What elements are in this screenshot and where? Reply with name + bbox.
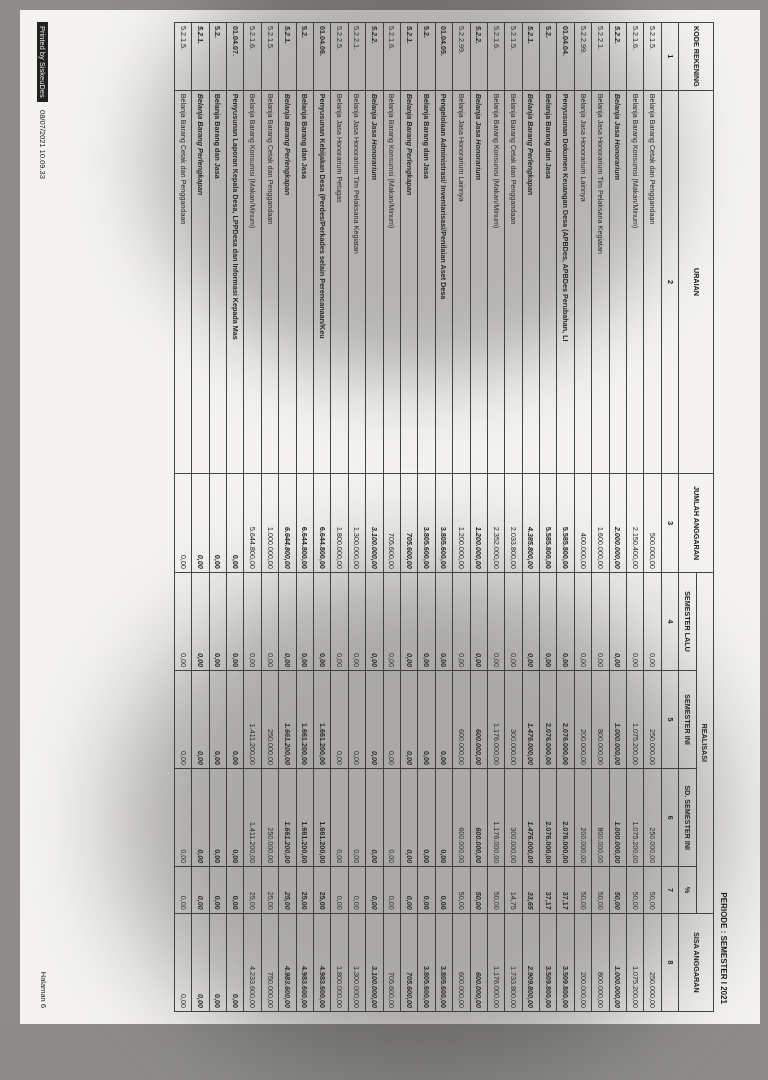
table-row — [314, 23, 331, 1012]
persen-cell: 50,00 — [644, 867, 661, 913]
anggaran-cell: 0,00 — [227, 474, 244, 573]
kode-cell: 5.2.2.5. — [331, 23, 348, 91]
kode-cell: 5.2.2.99. — [574, 23, 591, 91]
table-row — [209, 23, 226, 1012]
persen-cell: 14,75 — [505, 867, 522, 913]
kode-cell: 5.2.1.6. — [627, 23, 644, 91]
table-row — [557, 23, 574, 1012]
sisa-anggaran-cell: 4.983.600,00 — [296, 913, 313, 1011]
semester-ini-cell: 250.000,00 — [261, 671, 278, 769]
anggaran-cell: 0,00 — [174, 474, 191, 573]
anggaran-cell: 3.805.600,00 — [435, 474, 452, 573]
sd-semester-ini-cell: 1.075.200,00 — [627, 769, 644, 867]
semester-lalu-cell: 0,00 — [505, 572, 522, 670]
sisa-anggaran-cell: 1.176.000,00 — [487, 913, 504, 1011]
persen-cell: 0,00 — [383, 867, 400, 913]
anggaran-cell: 2.000.000,00 — [609, 474, 626, 573]
uraian-cell: Belanja Barang Perlengkapan — [400, 90, 417, 474]
sd-semester-ini-cell: 250.000,00 — [261, 769, 278, 867]
col-number: 2 — [661, 90, 678, 474]
kode-cell: 5.2.2.1. — [592, 23, 609, 91]
semester-ini-cell: 800.000,00 — [592, 671, 609, 769]
sisa-anggaran-cell: 4.983.600,00 — [279, 913, 296, 1011]
semester-ini-cell: 0,00 — [400, 671, 417, 769]
semester-ini-cell: 200.000,00 — [574, 671, 591, 769]
table-row — [366, 23, 383, 1012]
semester-lalu-cell: 0,00 — [348, 572, 365, 670]
semester-ini-cell: 1.411.200,00 — [244, 671, 261, 769]
sisa-anggaran-cell: 2.909.800,00 — [522, 913, 539, 1011]
sd-semester-ini-cell: 0,00 — [174, 769, 191, 867]
sd-semester-ini-cell: 0,00 — [400, 769, 417, 867]
kode-cell: 5.2.1.5. — [261, 23, 278, 91]
uraian-cell: Belanja Barang Cetak dan Penggandaan — [174, 90, 191, 474]
header-sisa: SISA ANGGARAN — [679, 913, 714, 1011]
semester-lalu-cell: 0,00 — [522, 572, 539, 670]
sd-semester-ini-cell: 600.000,00 — [453, 769, 470, 867]
semester-ini-cell: 300.000,00 — [505, 671, 522, 769]
persen-cell: 25,00 — [244, 867, 261, 913]
sisa-anggaran-cell: 0,00 — [227, 913, 244, 1011]
sd-semester-ini-cell: 0,00 — [227, 769, 244, 867]
anggaran-cell: 0,00 — [192, 474, 209, 573]
uraian-cell: Belanja Jasa Honorarium Lainnya — [453, 90, 470, 474]
table-row — [592, 23, 609, 1012]
table-row — [487, 23, 504, 1012]
sisa-anggaran-cell: 1.300.000,00 — [348, 913, 365, 1011]
semester-lalu-cell: 0,00 — [244, 572, 261, 670]
semester-ini-cell: 1.176.000,00 — [487, 671, 504, 769]
semester-lalu-cell: 0,00 — [418, 572, 435, 670]
kode-cell: 5.2.2. — [470, 23, 487, 91]
anggaran-cell: 5.585.800,00 — [540, 474, 557, 573]
semester-ini-cell: 2.076.000,00 — [540, 671, 557, 769]
kode-cell: 5.2.2.1. — [348, 23, 365, 91]
sisa-anggaran-cell: 200.000,00 — [574, 913, 591, 1011]
semester-lalu-cell: 0,00 — [435, 572, 452, 670]
semester-ini-cell: 250.000,00 — [644, 671, 661, 769]
semester-lalu-cell: 0,00 — [314, 572, 331, 670]
semester-ini-cell: 0,00 — [227, 671, 244, 769]
semester-lalu-cell: 0,00 — [540, 572, 557, 670]
kode-cell: 5.2.1.5. — [505, 23, 522, 91]
persen-cell: 50,00 — [453, 867, 470, 913]
semester-ini-cell: 0,00 — [174, 671, 191, 769]
anggaran-cell: 705.600,00 — [383, 474, 400, 573]
table-row — [453, 23, 470, 1012]
print-info — [37, 22, 48, 179]
anggaran-cell: 1.300.000,00 — [348, 474, 365, 573]
semester-lalu-cell: 0,00 — [331, 572, 348, 670]
semester-ini-cell: 0,00 — [366, 671, 383, 769]
col-number: 5 — [661, 671, 678, 769]
anggaran-cell: 500.000,00 — [644, 474, 661, 573]
budget-realization-table — [174, 22, 714, 1012]
persen-cell: 37,17 — [557, 867, 574, 913]
sd-semester-ini-cell: 0,00 — [366, 769, 383, 867]
kode-cell: 01.04.07. — [227, 23, 244, 91]
semester-ini-cell: 0,00 — [348, 671, 365, 769]
semester-lalu-cell: 0,00 — [627, 572, 644, 670]
anggaran-cell: 3.805.600,00 — [418, 474, 435, 573]
semester-ini-cell: 600.000,00 — [470, 671, 487, 769]
sisa-anggaran-cell: 3.509.800,00 — [557, 913, 574, 1011]
semester-lalu-cell: 0,00 — [453, 572, 470, 670]
anggaran-cell: 1.000.000,00 — [261, 474, 278, 573]
sisa-anggaran-cell: 3.509.800,00 — [540, 913, 557, 1011]
sd-semester-ini-cell: 250.000,00 — [644, 769, 661, 867]
sd-semester-ini-cell: 0,00 — [418, 769, 435, 867]
kode-cell: 5.2.2.99. — [453, 23, 470, 91]
persen-cell: 0,00 — [192, 867, 209, 913]
anggaran-cell: 2.352.000,00 — [487, 474, 504, 573]
table-row — [348, 23, 365, 1012]
uraian-cell: Belanja Barang Perlengkapan — [192, 90, 209, 474]
semester-lalu-cell: 0,00 — [574, 572, 591, 670]
anggaran-cell: 1.600.000,00 — [592, 474, 609, 573]
anggaran-cell: 6.644.800,00 — [296, 474, 313, 573]
uraian-cell: Belanja Barang Konsumsi (Makan/Minum) — [383, 90, 400, 474]
table-row — [435, 23, 452, 1012]
uraian-cell: Belanja Barang Perlengkapan — [522, 90, 539, 474]
anggaran-cell: 3.100.000,00 — [366, 474, 383, 573]
table-row — [174, 23, 191, 1012]
header-uraian: URAIAN — [679, 90, 714, 474]
sd-semester-ini-cell: 200.000,00 — [574, 769, 591, 867]
sisa-anggaran-cell: 4.983.600,00 — [314, 913, 331, 1011]
sd-semester-ini-cell: 0,00 — [209, 769, 226, 867]
sisa-anggaran-cell: 1.000.000,00 — [609, 913, 626, 1011]
uraian-cell: Belanja Jasa Honorarium Tim Pelaksana Kegiatan — [592, 90, 609, 474]
anggaran-cell: 2.033.800,00 — [505, 474, 522, 573]
anggaran-cell: 2.150.400,00 — [627, 474, 644, 573]
sd-semester-ini-cell: 800.000,00 — [592, 769, 609, 867]
persen-cell: 33,65 — [522, 867, 539, 913]
kode-cell: 5.2. — [418, 23, 435, 91]
header-anggaran: JUMLAH ANGGARAN — [679, 474, 714, 573]
kode-cell: 01.04.05. — [435, 23, 452, 91]
semester-ini-cell: 2.076.000,00 — [557, 671, 574, 769]
anggaran-cell: 5.585.800,00 — [557, 474, 574, 573]
persen-cell: 0,00 — [331, 867, 348, 913]
table-row — [279, 23, 296, 1012]
uraian-cell: Belanja Barang Cetak dan Penggandaan — [261, 90, 278, 474]
kode-cell: 5.2.1.5. — [174, 23, 191, 91]
header-sem-ini: SEMESTER INI — [679, 671, 696, 769]
anggaran-cell: 6.644.800,00 — [314, 474, 331, 573]
uraian-cell: Belanja Jasa Honorarium — [609, 90, 626, 474]
anggaran-cell: 0,00 — [209, 474, 226, 573]
uraian-cell: Belanja Jasa Honorarium Petugas — [331, 90, 348, 474]
sd-semester-ini-cell: 600.000,00 — [470, 769, 487, 867]
sisa-anggaran-cell: 3.100.000,00 — [366, 913, 383, 1011]
semester-ini-cell: 0,00 — [192, 671, 209, 769]
sisa-anggaran-cell: 705.600,00 — [400, 913, 417, 1011]
persen-cell: 0,00 — [348, 867, 365, 913]
col-number: 1 — [661, 23, 678, 91]
semester-ini-cell: 0,00 — [331, 671, 348, 769]
anggaran-cell: 705.600,00 — [400, 474, 417, 573]
semester-lalu-cell: 0,00 — [592, 572, 609, 670]
semester-lalu-cell: 0,00 — [279, 572, 296, 670]
semester-ini-cell: 0,00 — [209, 671, 226, 769]
sd-semester-ini-cell: 0,00 — [348, 769, 365, 867]
uraian-cell: Belanja Barang Konsumsi (Makan/Minum) — [627, 90, 644, 474]
semester-lalu-cell: 0,00 — [296, 572, 313, 670]
kode-cell: 5.2.2. — [366, 23, 383, 91]
sd-semester-ini-cell: 1.661.200,00 — [314, 769, 331, 867]
table-row — [418, 23, 435, 1012]
uraian-cell: Belanja Barang Konsumsi (Makan/Minum) — [487, 90, 504, 474]
semester-ini-cell: 1.000.000,00 — [609, 671, 626, 769]
sd-semester-ini-cell: 2.076.000,00 — [540, 769, 557, 867]
table-row — [627, 23, 644, 1012]
semester-lalu-cell: 0,00 — [609, 572, 626, 670]
printed-at: 08/07/2021 10.09.33 — [38, 110, 47, 179]
persen-cell: 25,00 — [261, 867, 278, 913]
kode-cell: 5.2.1. — [522, 23, 539, 91]
uraian-cell: Belanja Barang Cetak dan Penggandaan — [505, 90, 522, 474]
semester-ini-cell: 0,00 — [435, 671, 452, 769]
anggaran-cell: 1.800.000,00 — [331, 474, 348, 573]
kode-cell: 5.2. — [296, 23, 313, 91]
sisa-anggaran-cell: 1.800.000,00 — [331, 913, 348, 1011]
kode-cell: 5.2.2. — [609, 23, 626, 91]
printed-by-label: Printed by SiskeuDes — [37, 22, 48, 102]
semester-lalu-cell: 0,00 — [209, 572, 226, 670]
semester-ini-cell: 1.661.200,00 — [279, 671, 296, 769]
sisa-anggaran-cell: 3.805.600,00 — [418, 913, 435, 1011]
col-number: 4 — [661, 572, 678, 670]
header-sd-sem-ini: SD. SEMESTER INI — [679, 769, 696, 867]
semester-ini-cell: 1.075.200,00 — [627, 671, 644, 769]
table-row — [192, 23, 209, 1012]
semester-lalu-cell: 0,00 — [557, 572, 574, 670]
kode-cell: 01.04.04. — [557, 23, 574, 91]
sd-semester-ini-cell: 0,00 — [192, 769, 209, 867]
sd-semester-ini-cell: 1.476.000,00 — [522, 769, 539, 867]
table-row — [383, 23, 400, 1012]
sd-semester-ini-cell: 0,00 — [383, 769, 400, 867]
table-row — [227, 23, 244, 1012]
uraian-cell: Penyusunan Kebijakan Desa (Perdes/Perkades selain Perencanaan/Keu — [314, 90, 331, 474]
persen-cell: 25,00 — [279, 867, 296, 913]
persen-cell: 0,00 — [435, 867, 452, 913]
page-number: Halaman 6 — [39, 971, 48, 1008]
header-kode: KODE REKENING — [679, 23, 714, 91]
sisa-anggaran-cell: 705.600,00 — [383, 913, 400, 1011]
anggaran-cell: 4.385.800,00 — [522, 474, 539, 573]
table-row — [261, 23, 278, 1012]
anggaran-cell: 6.644.800,00 — [279, 474, 296, 573]
anggaran-cell: 5.644.800,00 — [244, 474, 261, 573]
uraian-cell: Belanja Barang Cetak dan Penggandaan — [644, 90, 661, 474]
semester-lalu-cell: 0,00 — [487, 572, 504, 670]
uraian-cell: Belanja Barang dan Jasa — [540, 90, 557, 474]
sisa-anggaran-cell: 250.000,00 — [644, 913, 661, 1011]
semester-lalu-cell: 0,00 — [192, 572, 209, 670]
uraian-cell: Pengelolaan Administrasi/ Inventarisasi/Penilaian Aset Desa — [435, 90, 452, 474]
report-period: PERIODE : SEMESTER I 2021 — [719, 892, 728, 1004]
sd-semester-ini-cell: 1.661.200,00 — [296, 769, 313, 867]
persen-cell: 0,00 — [366, 867, 383, 913]
kode-cell: 5.2.1.5. — [644, 23, 661, 91]
persen-cell: 50,00 — [592, 867, 609, 913]
uraian-cell: Belanja Barang dan Jasa — [209, 90, 226, 474]
header-persen: % — [679, 867, 696, 913]
table-row — [296, 23, 313, 1012]
table-row — [331, 23, 348, 1012]
semester-ini-cell: 1.661.200,00 — [296, 671, 313, 769]
col-number: 6 — [661, 769, 678, 867]
table-row — [540, 23, 557, 1012]
sisa-anggaran-cell: 800.000,00 — [592, 913, 609, 1011]
table-row — [470, 23, 487, 1012]
kode-cell: 5.2.1.6. — [487, 23, 504, 91]
semester-lalu-cell: 0,00 — [470, 572, 487, 670]
sisa-anggaran-cell: 1.733.800,00 — [505, 913, 522, 1011]
col-number: 8 — [661, 913, 678, 1011]
col-number: 3 — [661, 474, 678, 573]
persen-cell: 0,00 — [418, 867, 435, 913]
sisa-anggaran-cell: 3.805.600,00 — [435, 913, 452, 1011]
semester-lalu-cell: 0,00 — [644, 572, 661, 670]
table-row — [574, 23, 591, 1012]
table-row — [644, 23, 661, 1012]
anggaran-cell: 1.200.000,00 — [453, 474, 470, 573]
sd-semester-ini-cell: 1.000.000,00 — [609, 769, 626, 867]
uraian-cell: Penyusunan Dokumen Keuangan Desa (APBDes, APBDes Perubahan, LI — [557, 90, 574, 474]
persen-cell: 50,00 — [574, 867, 591, 913]
rotated-report — [28, 22, 728, 1012]
anggaran-cell: 400.000,00 — [574, 474, 591, 573]
sd-semester-ini-cell: 1.661.200,00 — [279, 769, 296, 867]
sisa-anggaran-cell: 750.000,00 — [261, 913, 278, 1011]
semester-lalu-cell: 0,00 — [261, 572, 278, 670]
sd-semester-ini-cell: 1.176.000,00 — [487, 769, 504, 867]
uraian-cell: Belanja Jasa Honorarium — [366, 90, 383, 474]
semester-ini-cell: 1.661.200,00 — [314, 671, 331, 769]
semester-ini-cell: 0,00 — [383, 671, 400, 769]
sisa-anggaran-cell: 0,00 — [209, 913, 226, 1011]
kode-cell: 5.2. — [209, 23, 226, 91]
kode-cell: 5.2. — [540, 23, 557, 91]
header-sem-lalu: SEMESTER LALU — [679, 572, 696, 670]
semester-lalu-cell: 0,00 — [174, 572, 191, 670]
semester-ini-cell: 600.000,00 — [453, 671, 470, 769]
semester-lalu-cell: 0,00 — [366, 572, 383, 670]
sisa-anggaran-cell: 0,00 — [192, 913, 209, 1011]
persen-cell: 50,00 — [487, 867, 504, 913]
persen-cell: 50,00 — [609, 867, 626, 913]
uraian-cell: Belanja Jasa Honorarium — [470, 90, 487, 474]
sisa-anggaran-cell: 4.233.600,00 — [244, 913, 261, 1011]
sisa-anggaran-cell: 600.000,00 — [470, 913, 487, 1011]
uraian-cell: Penyusunan Laporan Kepala Desa, LPPDesa dan Informasi Kepada Mas — [227, 90, 244, 474]
uraian-cell: Belanja Barang dan Jasa — [418, 90, 435, 474]
persen-cell: 0,00 — [227, 867, 244, 913]
uraian-cell: Belanja Barang dan Jasa — [296, 90, 313, 474]
semester-ini-cell: 0,00 — [418, 671, 435, 769]
sisa-anggaran-cell: 600.000,00 — [453, 913, 470, 1011]
kode-cell: 01.04.06. — [314, 23, 331, 91]
uraian-cell: Belanja Barang Perlengkapan — [279, 90, 296, 474]
semester-ini-cell: 1.476.000,00 — [522, 671, 539, 769]
persen-cell: 0,00 — [400, 867, 417, 913]
persen-cell: 50,00 — [470, 867, 487, 913]
sd-semester-ini-cell: 0,00 — [331, 769, 348, 867]
persen-cell: 25,00 — [314, 867, 331, 913]
sd-semester-ini-cell: 2.076.000,00 — [557, 769, 574, 867]
table-row — [522, 23, 539, 1012]
persen-cell: 0,00 — [209, 867, 226, 913]
persen-cell: 25,00 — [296, 867, 313, 913]
persen-cell: 50,00 — [627, 867, 644, 913]
anggaran-cell: 1.200.000,00 — [470, 474, 487, 573]
uraian-cell: Belanja Jasa Honorarium Tim Pelaksana Kegiatan — [348, 90, 365, 474]
persen-cell: 0,00 — [174, 867, 191, 913]
kode-cell: 5.2.1.6. — [244, 23, 261, 91]
header-realisasi: REALISASI — [696, 572, 713, 913]
kode-cell: 5.2.1. — [400, 23, 417, 91]
uraian-cell: Belanja Barang Konsumsi (Makan/Minum) — [244, 90, 261, 474]
sd-semester-ini-cell: 1.411.200,00 — [244, 769, 261, 867]
semester-lalu-cell: 0,00 — [383, 572, 400, 670]
uraian-cell: Belanja Jasa Honorarium Lainnya — [574, 90, 591, 474]
semester-lalu-cell: 0,00 — [227, 572, 244, 670]
table-row — [609, 23, 626, 1012]
sd-semester-ini-cell: 300.000,00 — [505, 769, 522, 867]
kode-cell: 5.2.1. — [279, 23, 296, 91]
col-number: 7 — [661, 867, 678, 913]
kode-cell: 5.2.1.6. — [383, 23, 400, 91]
table-body — [174, 23, 661, 1012]
sd-semester-ini-cell: 0,00 — [435, 769, 452, 867]
sisa-anggaran-cell: 1.075.200,00 — [627, 913, 644, 1011]
sisa-anggaran-cell: 0,00 — [174, 913, 191, 1011]
kode-cell: 5.2.1. — [192, 23, 209, 91]
table-row — [244, 23, 261, 1012]
persen-cell: 37,17 — [540, 867, 557, 913]
semester-lalu-cell: 0,00 — [400, 572, 417, 670]
table-row — [400, 23, 417, 1012]
table-row — [505, 23, 522, 1012]
